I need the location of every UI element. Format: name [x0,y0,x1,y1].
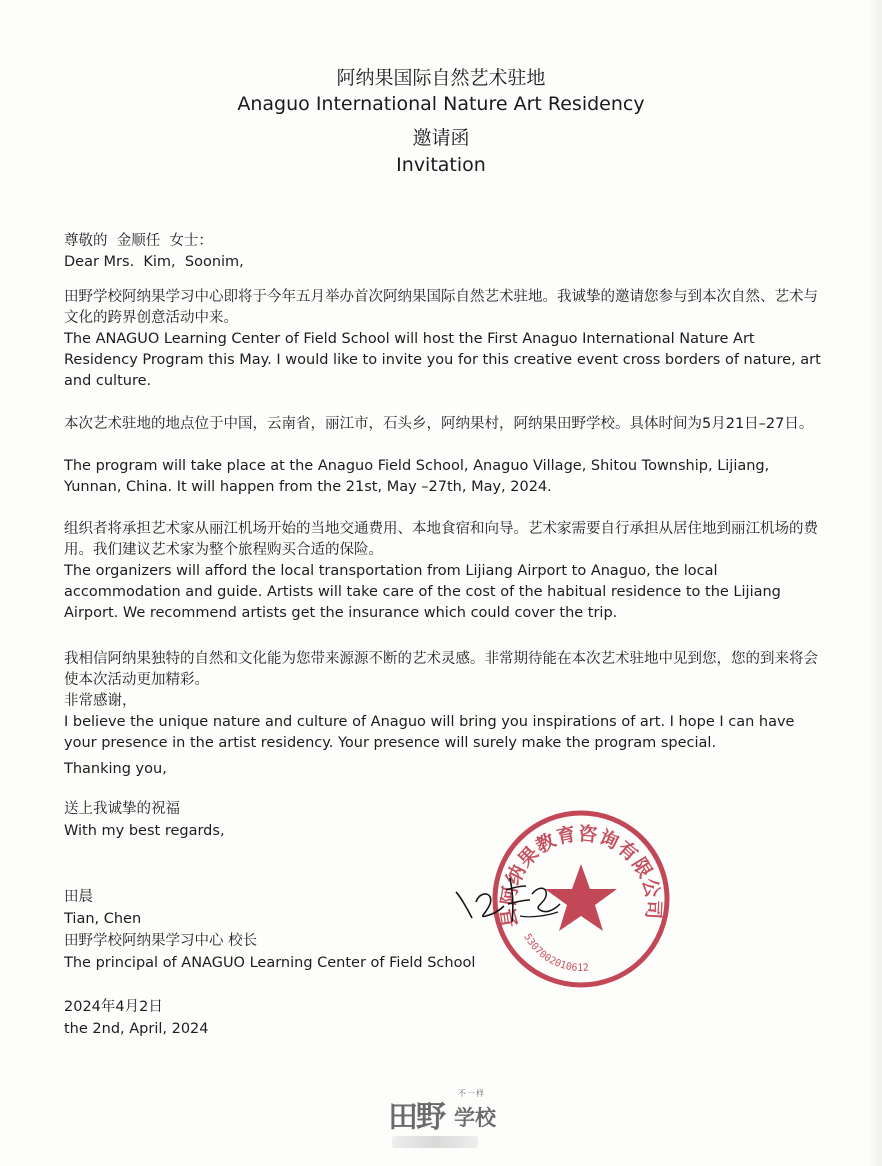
seal-number: 5307002010612 [521,932,590,974]
paragraph-1-cn: 田野学校阿纳果学习中心即将于今年五月举办首次阿纳果国际自然艺术驻地。我诚挚的邀请您参与到本次自然、艺术与文化的跨界创意活动中来。 [64,289,818,326]
seal-text: 县阿纳果教育咨询有限公司 [497,822,665,929]
invitation-cn: 邀请函 [412,127,470,149]
paragraph-4-thanks-cn: 非常感谢， [64,693,137,709]
invitation-en: Invitation [396,154,486,176]
salutation-en: Dear Mrs. Kim, Soonim, [64,254,244,270]
date-en: the 2nd, April, 2024 [64,1021,209,1037]
closing-cn: 送上我诚挚的祝福 [64,801,180,817]
paragraph-4-cn: 我相信阿纳果独特的自然和文化能为您带来源源不断的艺术灵感。非常期待能在本次艺术驻地中见到您，您的到来将会使本次活动更加精彩。 [64,651,818,688]
logo-sub-text: 学校 [454,1106,496,1130]
handwritten-signature [450,860,610,940]
paragraph-3-en: The organizers will afford the local transportation from Lijiang Airport to Anaguo, the local accommodation and guide. Artists will take care of the cost of the habitual residence to the Lijiang Airport. We recommend artists get the insurance which could cover the trip. [64,563,781,621]
paragraph-1-en: The ANAGUO Learning Center of Field School will host the First Anaguo International Nature Art Residency Program this May. I would like to invite you for this creative event cross borders of nature, art and culture. [64,331,821,389]
logo-tagline-blur [392,1136,478,1148]
title-cn: 阿纳果国际自然艺术驻地 [336,67,546,89]
signer-name-en: Tian, Chen [64,911,142,927]
paragraph-2-en: The program will take place at the Anaguo Field School, Anaguo Village, Shitou Township, Lijiang, Yunnan, China. It will happen from the 21st, May –27th, May, 2024. [64,458,770,495]
logo-main-text: 田野 [388,1100,444,1135]
paragraph-4-en: I believe the unique nature and culture of Anaguo will bring you inspirations of art. I hope I can have your presence in the artist residency. Your presence will surely make the program special. [64,714,795,751]
salutation-cn: 尊敬的 金顺任 女士： [64,233,213,249]
logo-small-text: 不一样 [458,1089,485,1098]
signer-name-cn: 田晨 [64,889,93,905]
signer-title-en: The principal of ANAGUO Learning Center of Field School [64,955,476,971]
paragraph-3-cn: 组织者将承担艺术家从丽江机场开始的当地交通费用、本地食宿和向导。艺术家需要自行承担从居住地到丽江机场的费用。我们建议艺术家为整个旅程购买合适的保险。 [64,521,818,558]
closing-en: With my best regards, [64,823,225,839]
paragraph-2-cn: 本次艺术驻地的地点位于中国，云南省，丽江市，石头乡，阿纳果村，阿纳果田野学校。具体时间为5月21日–27日。 [64,416,814,432]
paragraph-4-thanks-en: Thanking you, [64,761,167,777]
title-en: Anaguo International Nature Art Residency [237,93,645,115]
field-school-logo [388,1088,498,1158]
date-cn: 2024年4月2日 [64,999,163,1015]
signer-title-cn: 田野学校阿纳果学习中心 校长 [64,933,258,949]
